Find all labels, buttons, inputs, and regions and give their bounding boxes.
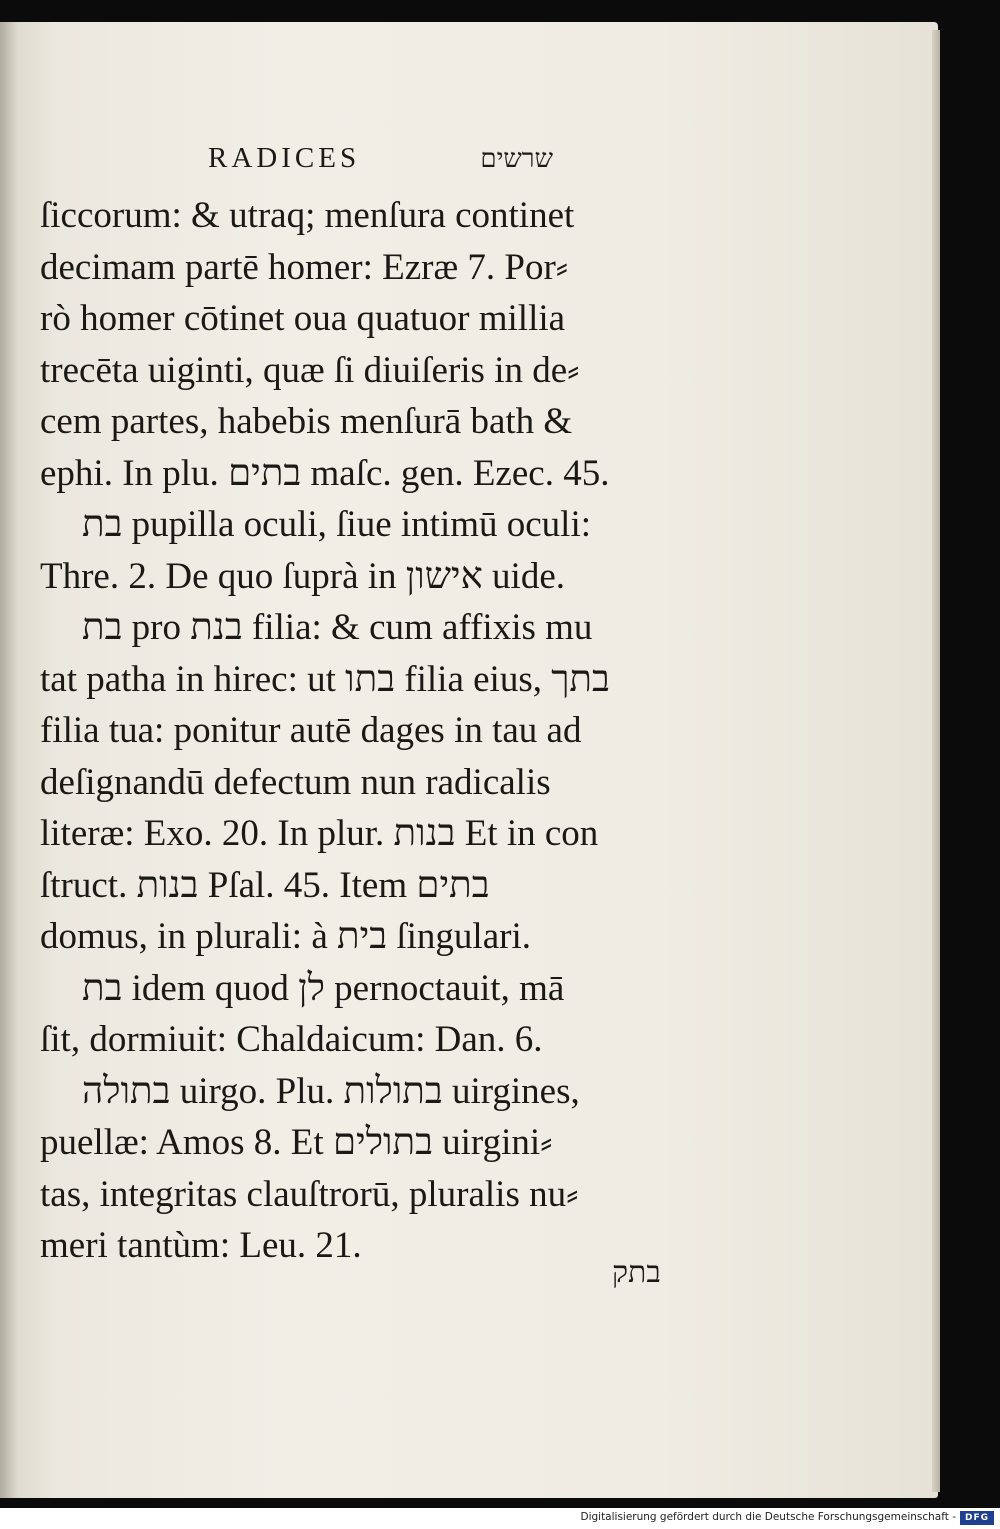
footer-credit: Digitalisierung gefördert durch die Deutsche Forschungsgemeinschaft -: [580, 1511, 956, 1523]
body-text: [40, 190, 700, 1272]
catchword: בתק: [612, 1256, 661, 1289]
text-line: ephi. In plu. בתים maſc. gen. Ezec. 45.: [40, 452, 610, 494]
entry-line: בת pupilla oculi, ſiue intimū oculi:: [82, 504, 592, 545]
text-line: filia tua: ponitur autē dages in tau ad: [40, 710, 582, 751]
text-line: meri tantùm: Leu. 21.: [40, 1225, 362, 1266]
text-line: ſtruct. בנות Pſal. 45. Item בתים: [40, 864, 490, 906]
text-line: tas, integritas clauſtrorū, pluralis nu⸗: [40, 1173, 579, 1215]
text-line: puellæ: Amos 8. Et בתולים uirgini⸗: [40, 1122, 553, 1163]
text-line: tat patha in hirec: ut בתו filia eius, בתך: [40, 658, 610, 700]
spine-shadow: [0, 22, 18, 1498]
entry-line: בתולה uirgo. Plu. בתולות uirgines,: [82, 1070, 580, 1112]
text-line: Thre. 2. De quo ſuprà in אישון uide.: [40, 555, 565, 597]
text-line: rò homer cōtinet oua quatuor millia: [40, 298, 566, 339]
entry-line: בת pro בנת filia: & cum affixis mu: [82, 607, 593, 648]
page-edge: [932, 30, 940, 1492]
text-line: literæ: Exo. 20. In plur. בנות Et in con: [40, 813, 599, 854]
text-line: ſiccorum: & utraq; menſura continet: [40, 195, 575, 236]
text-line: trecēta uiginti, quæ ſi diuiſeris in de⸗: [40, 349, 580, 391]
text-line: decimam partē homer: Ezræ 7. Por⸗: [40, 246, 569, 288]
running-head: [208, 142, 553, 178]
entry-line: בת idem quod לן pernoctauit, mā: [82, 967, 565, 1009]
running-head-hebrew: שרשים: [480, 144, 553, 173]
text-line: deſignandū defectum nun radicalis: [40, 761, 551, 803]
text-line: domus, in plurali: à בית ſingulari.: [40, 916, 531, 957]
running-head-latin: RADICES: [208, 142, 361, 174]
text-line: cem partes, habebis menſurā bath &: [40, 401, 573, 442]
dfg-logo: DFG: [960, 1511, 994, 1525]
text-line: ſit, dormiuit: Chaldaicum: Dan. 6.: [40, 1019, 543, 1060]
